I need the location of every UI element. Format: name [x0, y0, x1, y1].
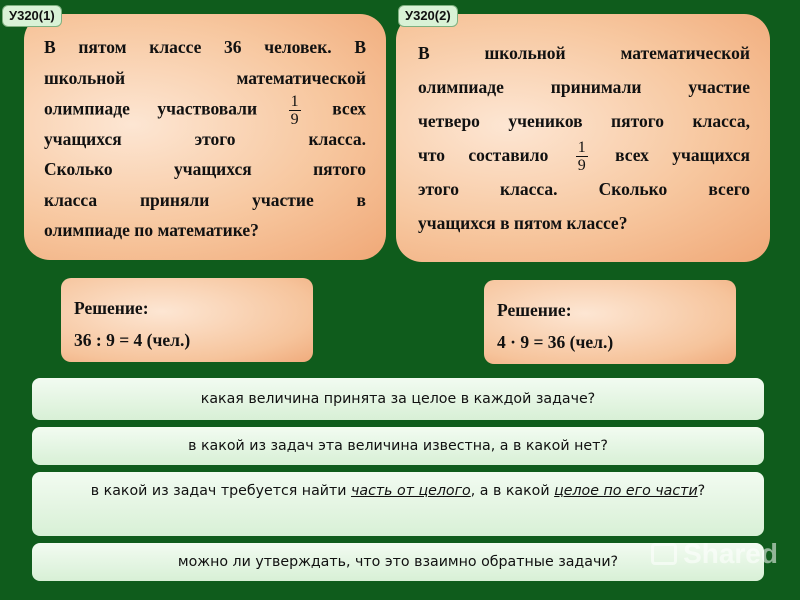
- fraction-denominator: 9: [290, 111, 299, 128]
- watermark-logo-icon: [651, 543, 677, 565]
- solution2-expression: 4 · 9 = 36 (чел.): [497, 332, 614, 352]
- solution1-expression: 36 : 9 = 4 (чел.): [74, 330, 191, 350]
- problem2-tag: У320(2): [398, 5, 458, 27]
- question-bar-1: [32, 378, 764, 420]
- fraction-numerator: 1: [577, 139, 586, 157]
- question-3-whole-by-part: целое по его части: [554, 483, 698, 499]
- problem2-line: В школьной математической: [418, 43, 750, 63]
- question-3-text-b: , а в какой: [470, 483, 555, 499]
- problem2-line: олимпиаде принимали участие: [418, 77, 750, 97]
- fraction-denominator: 9: [577, 157, 586, 175]
- question-1-text: какая величина принята за целое в каждой задаче?: [200, 391, 596, 407]
- problem1-line: олимпиаде по математике?: [44, 220, 259, 240]
- problem1-text: [44, 32, 366, 246]
- solution2-box: [484, 280, 736, 364]
- problem1-line: [44, 93, 367, 128]
- problem1-tag: У320(1): [2, 5, 62, 27]
- problem2-line-part: всех учащихся: [615, 145, 751, 165]
- problem2-line-part: что составило: [418, 145, 549, 165]
- fraction-numerator: 1: [290, 93, 299, 110]
- problem1-line-part: олимпиаде участвовали: [44, 98, 258, 119]
- question-3-text-a: в какой из задач требуется найти: [90, 483, 351, 499]
- question-3-part-of-whole: часть от целого: [351, 483, 471, 499]
- problem2-line: четверо учеников пятого класса,: [418, 111, 750, 131]
- question-2-text: в какой из задач эта величина известна, а в какой нет?: [188, 438, 608, 454]
- problem2-line: учащихся в пятом классе?: [418, 213, 628, 233]
- fraction-one-ninth: [576, 139, 588, 174]
- problem1-line-part: всех: [332, 98, 367, 119]
- problem1-line: Сколько учащихся пятого: [44, 159, 366, 179]
- problem1-line: В пятом классе 36 человек. В: [44, 37, 366, 57]
- question-bar-3: [32, 472, 764, 536]
- question-4-text: можно ли утверждать, что это взаимно обратные задачи?: [177, 554, 619, 570]
- problem1-line: учащихся этого класса.: [44, 128, 366, 149]
- problem2-line: этого класса. Сколько всего: [418, 179, 750, 199]
- problem1-line: школьной математической: [44, 67, 366, 88]
- problem1-line: класса приняли участие в: [44, 189, 366, 210]
- solution1-title: Решение:: [74, 298, 149, 318]
- solution1-box: [61, 278, 313, 362]
- question-bar-2: [32, 427, 764, 465]
- watermark: [651, 538, 778, 570]
- problem2-line: [418, 138, 751, 175]
- watermark-text: Shared: [683, 538, 778, 569]
- fraction-one-ninth: [289, 93, 301, 128]
- problem2-text: [418, 36, 750, 240]
- question-3-text-c: ?: [697, 483, 706, 499]
- solution2-title: Решение:: [497, 300, 572, 320]
